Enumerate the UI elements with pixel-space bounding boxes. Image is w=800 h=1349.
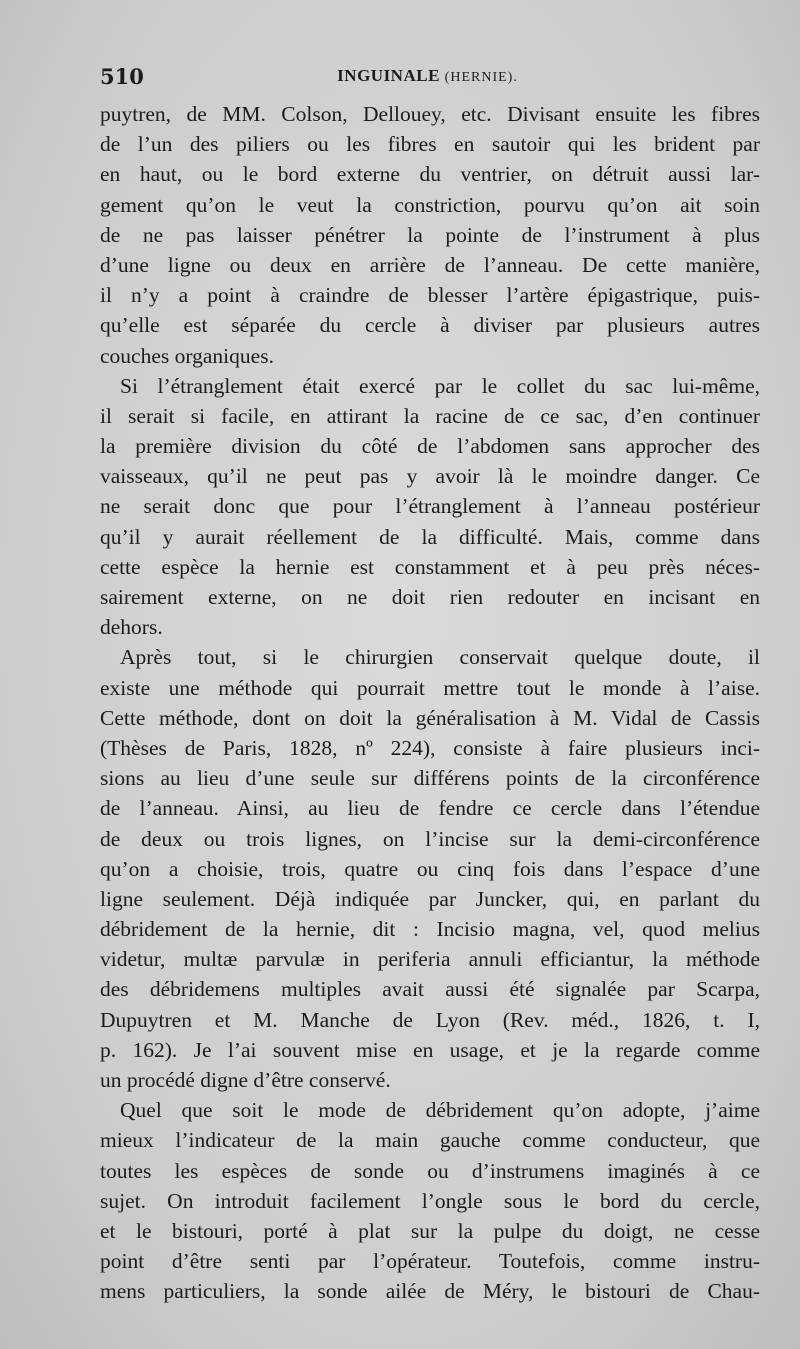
text-line: mens particuliers, la sonde ailée de Méry, le bistouri de Chau- [100, 1279, 760, 1304]
text-line: Si l’étranglement était exercé par le collet du sac lui-même, [120, 373, 760, 398]
text-line: qu’il y aurait réellement de la difficulté. Mais, comme dans [100, 524, 760, 549]
text-line: la première division du côté de l’abdomen sans approcher des [100, 434, 760, 459]
text-line: il n’y a point à craindre de blesser l’artère épigastrique, puis- [100, 283, 760, 308]
text-line: un procédé digne d’être conservé. [100, 1068, 391, 1092]
text-line: cette espèce la hernie est constamment et à peu près néces- [100, 554, 760, 579]
text-line: existe une méthode qui pourrait mettre tout le monde à l’aise. [100, 675, 760, 700]
text-line: Cette méthode, dont on doit la généralisation à M. Vidal de Cassis [100, 705, 760, 730]
text-line: dehors. [100, 615, 163, 640]
text-line: point d’être senti par l’opérateur. Toutefois, comme instru- [100, 1249, 760, 1274]
running-title-sub: (HERNIE). [444, 70, 518, 85]
text-line: sairement externe, on ne doit rien redouter en incisant en [100, 585, 760, 609]
text-line: puytren, de MM. Colson, Dellouey, etc. Divisant ensuite les fibres [100, 102, 760, 126]
running-title [100, 64, 755, 86]
text-line: des débridemens multiples avait aussi été signalée par Scarpa, [100, 977, 760, 1002]
text-line: et le bistouri, porté à plat sur la pulpe du doigt, ne cesse [100, 1218, 760, 1243]
text-line: qu’elle est séparée du cercle à diviser par plusieurs autres [100, 313, 760, 338]
text-line: sujet. On introduit facilement l’ongle sous le bord du cercle, [100, 1188, 760, 1213]
body-text [100, 99, 760, 1307]
text-line: il serait si facile, en attirant la racine de ce sac, d’en continuer [100, 403, 760, 428]
page-header [100, 64, 755, 94]
page-number: 510 [100, 64, 144, 89]
text-line: en haut, ou le bord externe du ventrier, on détruit aussi lar- [100, 162, 760, 187]
text-line: de l’anneau. Ainsi, au lieu de fendre ce cercle dans l’étendue [100, 796, 760, 821]
text-line: de l’un des piliers ou les fibres en sautoir qui les brident par [100, 132, 760, 157]
text-line: toutes les espèces de sonde ou d’instrumens imaginés à ce [100, 1158, 760, 1183]
text-line: mieux l’indicateur de la main gauche comme conducteur, que [100, 1128, 760, 1153]
running-title-main: INGUINALE [337, 66, 440, 85]
text-line: Après tout, si le chirurgien conservait quelque doute, il [120, 645, 760, 670]
text-line: débridement de la hernie, dit : Incisio magna, vel, quod melius [100, 917, 760, 942]
text-line: de deux ou trois lignes, on l’incise sur la demi-circonférence [100, 826, 760, 851]
text-line: p. 162). Je l’ai souvent mise en usage, et je la regarde comme [100, 1037, 760, 1062]
text-line: sions au lieu d’une seule sur différens points de la circonférence [100, 766, 760, 791]
text-line: (Thèses de Paris, 1828, nº 224), consiste à faire plusieurs inci- [100, 735, 760, 760]
text-line: ligne seulement. Déjà indiquée par Juncker, qui, en parlant du [100, 886, 760, 911]
text-line: ne serait donc que pour l’étranglement à l’anneau postérieur [100, 494, 760, 519]
text-line: d’une ligne ou deux en arrière de l’anneau. De cette manière, [100, 252, 760, 277]
text-line: Quel que soit le mode de débridement qu’on adopte, j’aime [120, 1098, 760, 1123]
text-line: videtur, multæ parvulæ in periferia annuli efficiantur, la méthode [100, 947, 760, 972]
text-line: couches organiques. [100, 343, 274, 368]
text-line: qu’on a choisie, trois, quatre ou cinq fois dans l’espace d’une [100, 856, 760, 881]
text-line: vaisseaux, qu’il ne peut pas y avoir là le moindre danger. Ce [100, 464, 760, 489]
text-line: de ne pas laisser pénétrer la pointe de l’instrument à plus [100, 222, 760, 247]
text-line: Dupuytren et M. Manche de Lyon (Rev. méd., 1826, t. I, [100, 1007, 760, 1032]
text-line: gement qu’on le veut la constriction, pourvu qu’on ait soin [100, 192, 760, 217]
